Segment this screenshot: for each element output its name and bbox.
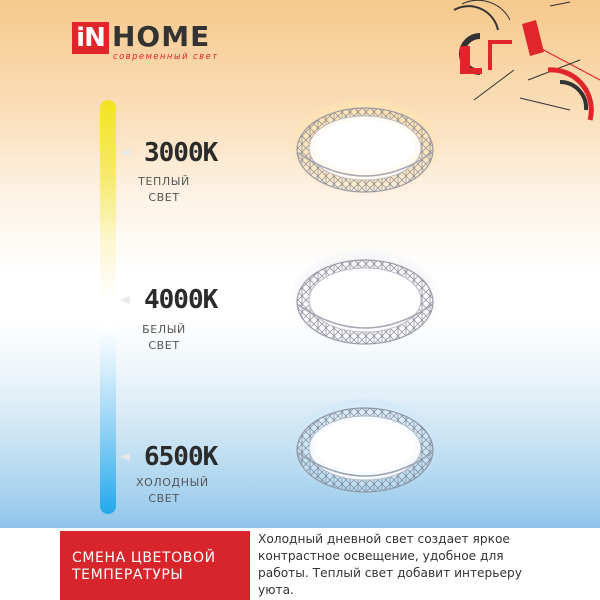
feature-title-box (60, 531, 250, 600)
ceiling-lamp-image-neutral (290, 244, 440, 364)
caption-line: СВЕТ (148, 492, 180, 505)
temperature-value-neutral: 4000K (144, 285, 218, 315)
feature-title-line: ТЕМПЕРАТУРЫ (72, 567, 184, 583)
temperature-caption-warm (136, 174, 192, 206)
ceiling-lamp-image-cold (290, 392, 440, 512)
temperature-value-cold: 6500K (144, 442, 218, 472)
caption-line: СВЕТ (148, 191, 180, 204)
feature-title-line: СМЕНА ЦВЕТОВОЙ (72, 550, 216, 566)
caption-line: ТЕПЛЫЙ (138, 175, 190, 188)
feature-title (72, 550, 216, 584)
brand-badge: iN (72, 22, 109, 54)
temperature-caption-neutral (136, 322, 192, 354)
caption-line: БЕЛЫЙ (142, 323, 186, 336)
brand-name: HOME (112, 20, 211, 53)
temperature-scale-bar (100, 100, 116, 514)
marker-arrow-icon (120, 453, 130, 461)
ceiling-lamp-image-warm (290, 92, 440, 212)
decor-arcs-graphic (440, 0, 600, 150)
temperature-caption-cold (136, 475, 209, 507)
caption-line: ХОЛОДНЫЙ (136, 476, 209, 489)
marker-arrow-icon (120, 149, 130, 157)
marker-arrow-icon (120, 296, 130, 304)
feature-description: Холодный дневной свет создает яркое контрастное освещение, удобное для работы. Теплый свет добавит интерьеру уюта. (258, 532, 522, 597)
brand-tagline: современный свет (113, 52, 219, 62)
temperature-value-warm: 3000K (144, 138, 218, 168)
caption-line: СВЕТ (148, 339, 180, 352)
